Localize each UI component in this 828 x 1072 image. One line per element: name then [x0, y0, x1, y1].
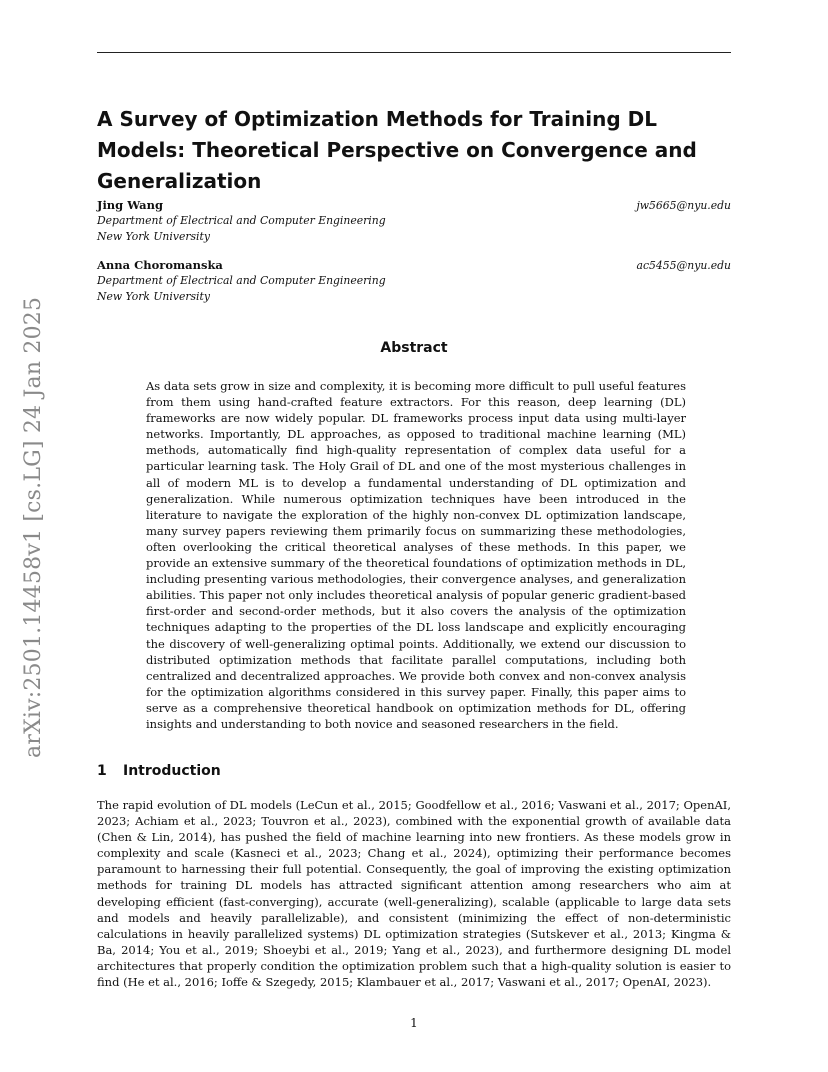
author-email[interactable]: jw5665@nyu.edu	[636, 199, 731, 212]
top-rule	[97, 52, 731, 53]
page-number: 1	[410, 1016, 418, 1030]
arxiv-stamp[interactable]: arXiv:2501.14458v1 [cs.LG] 24 Jan 2025	[21, 296, 46, 758]
paper-title: A Survey of Optimization Methods for Training DL Models: Theoretical Perspective on Convergence and Generalization	[97, 107, 697, 193]
author-department: Department of Electrical and Computer Engineering	[97, 274, 386, 288]
abstract-heading: Abstract	[380, 340, 448, 356]
author-email[interactable]: ac5455@nyu.edu	[636, 259, 731, 272]
author-name: Anna Choromanska	[97, 258, 223, 272]
section-number: 1	[97, 763, 107, 779]
author-institution: New York University	[97, 289, 210, 303]
introduction-text: The rapid evolution of DL models (LeCun et al., 2015; Goodfellow et al., 2016; Vaswani et al., 2017; OpenAI, 2023; Achiam et al., 2023; Touvron et al., 2023), combined with the exponential growth of available data (Chen & Lin, 2014), has pushed the field of machine learning into new frontiers. As these models grow in complexity and scale (Kasneci et al., 2023; Chang et al., 2024), optimizing their performance becomes paramount to harnessing their full potential. Consequently, the goal of improving the existing optimization methods for training DL models has attracted significant attention among researchers who aim at developing efficient (fast-converging), accurate (well-generalizing), scalable (applicable to large data sets and models and heavily parallelizable), and consistent (minimizing the effect of non-deterministic calculations in heavily parallelized systems) DL optimization strategies (Sutskever et al., 2013; Kingma & Ba, 2014; You et al., 2019; Shoeybi et al., 2019; Yang et al., 2023), and furthermore designing DL model architectures that properly condition the optimization problem such that a high-quality solution is easier to find (He et al., 2016; Ioffe & Szegedy, 2015; Klambauer et al., 2017; Vaswani et al., 2017; OpenAI, 2023).	[97, 798, 731, 990]
author-name: Jing Wang	[97, 198, 163, 212]
author-department: Department of Electrical and Computer Engineering	[97, 214, 386, 228]
author-block-1	[97, 198, 731, 244]
author-institution: New York University	[97, 229, 210, 243]
abstract-text: As data sets grow in size and complexity, it is becoming more difficult to pull useful features from them using hand-crafted feature extractors. For this reason, deep learning (DL) frameworks are now widely popular. DL frameworks process input data using multi-layer networks. Importantly, DL approaches, as opposed to traditional machine learning (ML) methods, automatically find high-quality representation of complex data useful for a particular learning task. The Holy Grail of DL and one of the most mysterious challenges in all of modern ML is to develop a fundamental understanding of DL optimization and generalization. While numerous optimization techniques have been introduced in the literature to navigate the exploration of the highly non-convex DL optimization landscape, many survey papers reviewing them primarily focus on summarizing these methodologies, often overlooking the critical theoretical analyses of these methods. In this paper, we provide an extensive summary of the theoretical foundations of optimization methods in DL, including presenting various methodologies, their convergence analyses, and generalization abilities. This paper not only includes theoretical analysis of popular generic gradient-based first-order and second-order methods, but it also covers the analysis of the optimization techniques adapting to the properties of the DL loss landscape and explicitly encouraging the discovery of well-generalizing optimal points. Additionally, we extend our discussion to distributed optimization methods that facilitate parallel computations, including both centralized and decentralized approaches. We provide both convex and non-convex analysis for the optimization algorithms considered in this survey paper. Finally, this paper aims to serve as a comprehensive theoretical handbook on optimization methods for DL, offering insights and understanding to both novice and seasoned researchers in the field.	[146, 379, 686, 731]
author-block-2	[97, 258, 731, 304]
section-heading	[97, 763, 221, 779]
section-title: Introduction	[123, 763, 221, 779]
